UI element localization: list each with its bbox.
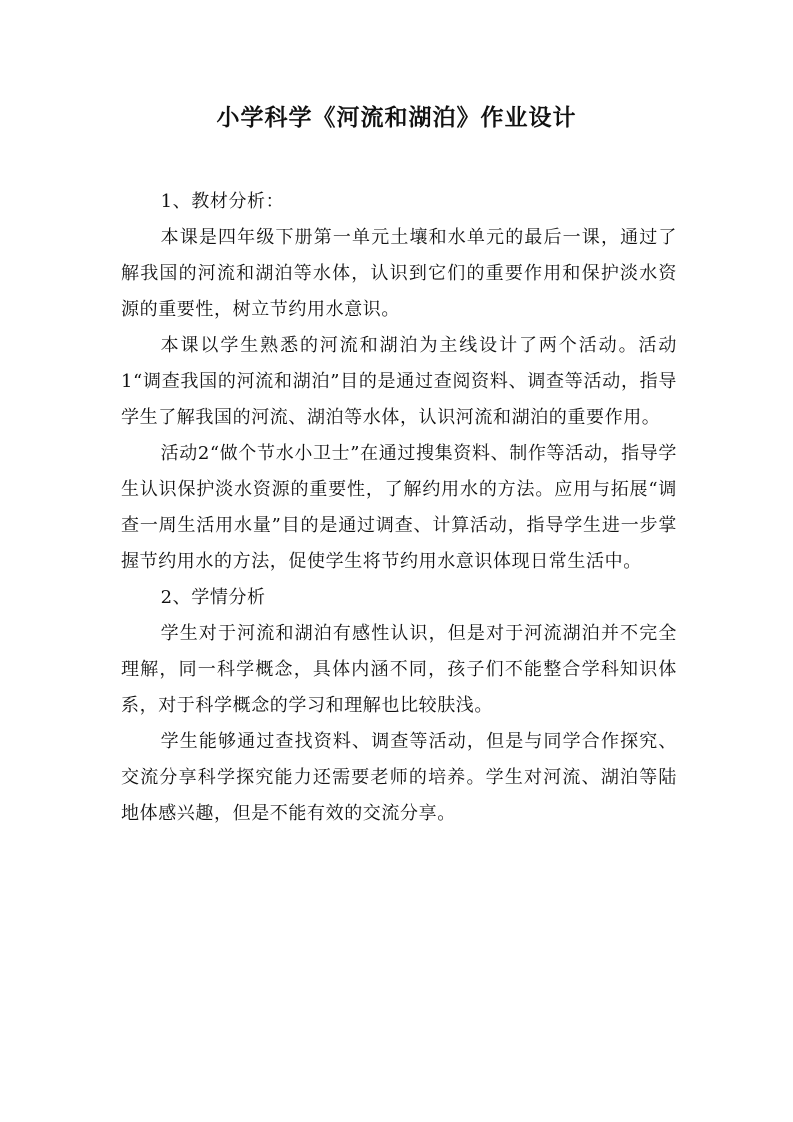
paragraph: 活动2“做个节水小卫士”在通过搜集资料、制作等活动，指导学生认识保护淡水资源的重要性，了解约用水的方法。应用与拓展“调查一周生活用水量”目的是通过调查、计算活动，指导学生进一步掌握节约用水的方法，促使学生将节约用水意识体现日常生活中。 [121, 443, 677, 572]
section-heading-textbook-analysis: 1、教材分析： [160, 191, 285, 212]
paragraph: 本课以学生熟悉的河流和湖泊为主线设计了两个活动。活动1“调查我国的河流和湖泊”目的是通过查阅资料、调查等活动，指导学生了解我国的河流、湖泊等水体，认识河流和湖泊的重要作用。 [121, 335, 677, 428]
section-heading-student-analysis: 2、学情分析 [160, 587, 266, 608]
document-title: 小学科学《河流和湖泊》作业设计 [216, 105, 577, 131]
paragraph: 学生对于河流和湖泊有感性认识，但是对于河流湖泊并不完全理解，同一科学概念，具体内涵不同，孩子们不能整合学科知识体系，对于科学概念的学习和理解也比较肤浅。 [121, 623, 677, 716]
paragraph: 本课是四年级下册第一单元土壤和水单元的最后一课，通过了解我国的河流和湖泊等水体，认识到它们的重要作用和保护淡水资源的重要性，树立节约用水意识。 [121, 227, 677, 320]
paragraph: 学生能够通过查找资料、调查等活动，但是与同学合作探究、交流分享科学探究能力还需要老师的培养。学生对河流、湖泊等陆地体感兴趣，但是不能有效的交流分享。 [121, 731, 677, 824]
document-body [121, 184, 677, 832]
